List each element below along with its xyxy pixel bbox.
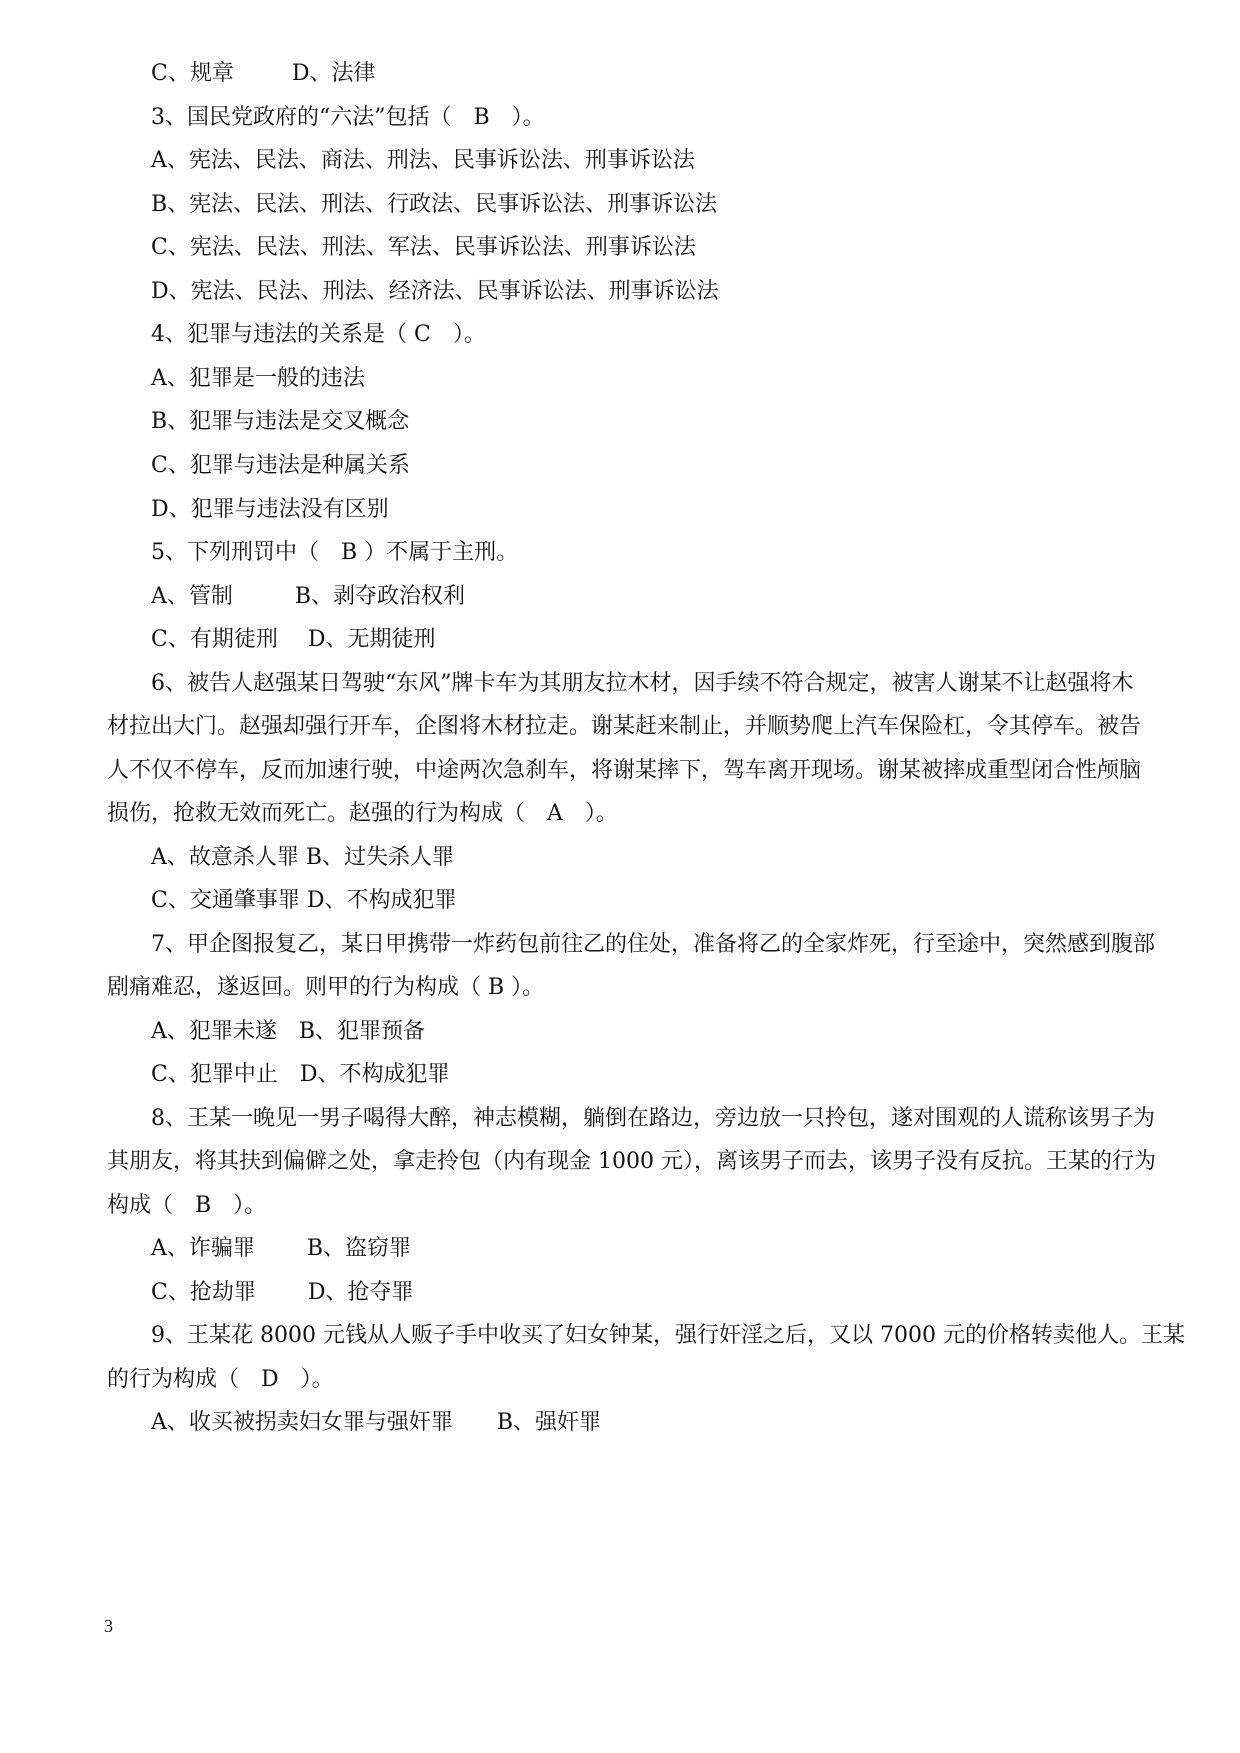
question-3: 3、国民党政府的“六法”包括（ B ）。 xyxy=(151,105,545,130)
option-line xyxy=(151,1019,425,1045)
question-8-continuation: 其朋友，将其扶到偏僻之处，拿走拎包（内有现金 1000 元），离该男子而去，该男子没有反抗。王某的行为 xyxy=(107,1149,1156,1174)
question-4: 4、犯罪与违法的关系是（ C ）。 xyxy=(151,322,486,347)
option-d: D、抢夺罪 xyxy=(307,1280,414,1305)
option-line xyxy=(151,627,435,653)
question-8-continuation: 构成（ B ）。 xyxy=(107,1193,267,1218)
option-line: C、交通肇事罪 D、不构成犯罪 xyxy=(151,888,457,913)
option-c: C、有期徒刑 xyxy=(151,627,278,652)
question-8: 8、王某一晚见一男子喝得大醉，神志模糊，躺倒在路边，旁边放一只拎包，遂对围观的人谎称该男子为 xyxy=(151,1106,1156,1131)
option-line xyxy=(151,1410,601,1436)
question-9: 9、王某花 8000 元钱从人贩子手中收买了妇女钟某，强行奸淫之后，又以 7000 元的价格转卖他人。王某 xyxy=(151,1323,1185,1348)
question-9-continuation: 的行为构成（ D ）。 xyxy=(107,1367,334,1392)
question-7-continuation: 剧痛难忍，遂返回。则甲的行为构成（ B ）。 xyxy=(107,975,545,1000)
option-a: A、犯罪是一般的违法 xyxy=(151,366,365,391)
option-line: A、故意杀人罪 B、过失杀人罪 xyxy=(151,845,455,870)
option-c: C、犯罪与违法是种属关系 xyxy=(151,453,410,478)
option-b: B、宪法、民法、刑法、行政法、民事诉讼法、刑事诉讼法 xyxy=(151,192,718,217)
option-line xyxy=(151,1062,449,1088)
option-b: B、盗窃罪 xyxy=(306,1236,412,1261)
option-c: C、抢劫罪 xyxy=(151,1280,256,1305)
option-b: B、剥夺政治权利 xyxy=(294,584,466,609)
option-a: A、宪法、民法、商法、刑法、民事诉讼法、刑事诉讼法 xyxy=(151,148,695,173)
option-a: A、收买被拐卖妇女罪与强奸罪 xyxy=(151,1410,453,1435)
option-d: D、法律 xyxy=(291,61,376,86)
question-6-continuation: 损伤，抢救无效而死亡。赵强的行为构成（ A ）。 xyxy=(107,801,618,826)
option-b: B、强奸罪 xyxy=(496,1410,602,1435)
option-d: D、犯罪与违法没有区别 xyxy=(151,497,389,522)
question-5: 5、下列刑罚中（ B ）不属于主刑。 xyxy=(151,540,519,565)
option-line xyxy=(151,1280,413,1306)
option-line xyxy=(151,1236,411,1262)
option-b: B、犯罪与违法是交叉概念 xyxy=(151,409,410,434)
option-d: D、不构成犯罪 xyxy=(299,1062,450,1087)
question-6-continuation: 人不仅不停车，反而加速行驶，中途两次急刹车，将谢某摔下，驾车离开现场。谢某被摔成重型闭合性颅脑 xyxy=(107,758,1142,783)
option-a: A、诈骗罪 xyxy=(151,1236,255,1261)
option-b: B、犯罪预备 xyxy=(298,1019,426,1044)
question-6: 6、被告人赵强某日驾驶“东风”牌卡车为其朋友拉木材，因手续不符合规定，被害人谢某不让赵强将木 xyxy=(151,671,1134,696)
option-line xyxy=(151,584,465,610)
option-a: A、犯罪未遂 xyxy=(151,1019,277,1044)
option-c: C、宪法、民法、刑法、军法、民事诉讼法、刑事诉讼法 xyxy=(151,235,696,260)
question-7: 7、甲企图报复乙，某日甲携带一炸药包前往乙的住处，准备将乙的全家炸死，行至途中，突然感到腹部 xyxy=(151,932,1156,957)
option-c: C、犯罪中止 xyxy=(151,1062,278,1087)
option-c: C、规章 xyxy=(151,61,234,86)
question-6-continuation: 材拉出大门。赵强却强行开车，企图将木材拉走。谢某赶来制止，并顺势爬上汽车保险杠，令其停车。被告 xyxy=(107,714,1142,739)
option-line xyxy=(151,61,375,87)
option-d: D、无期徒刑 xyxy=(307,627,436,652)
page-number: 3 xyxy=(104,1616,113,1636)
option-d: D、宪法、民法、刑法、经济法、民事诉讼法、刑事诉讼法 xyxy=(151,279,719,304)
option-a: A、管制 xyxy=(151,584,233,609)
